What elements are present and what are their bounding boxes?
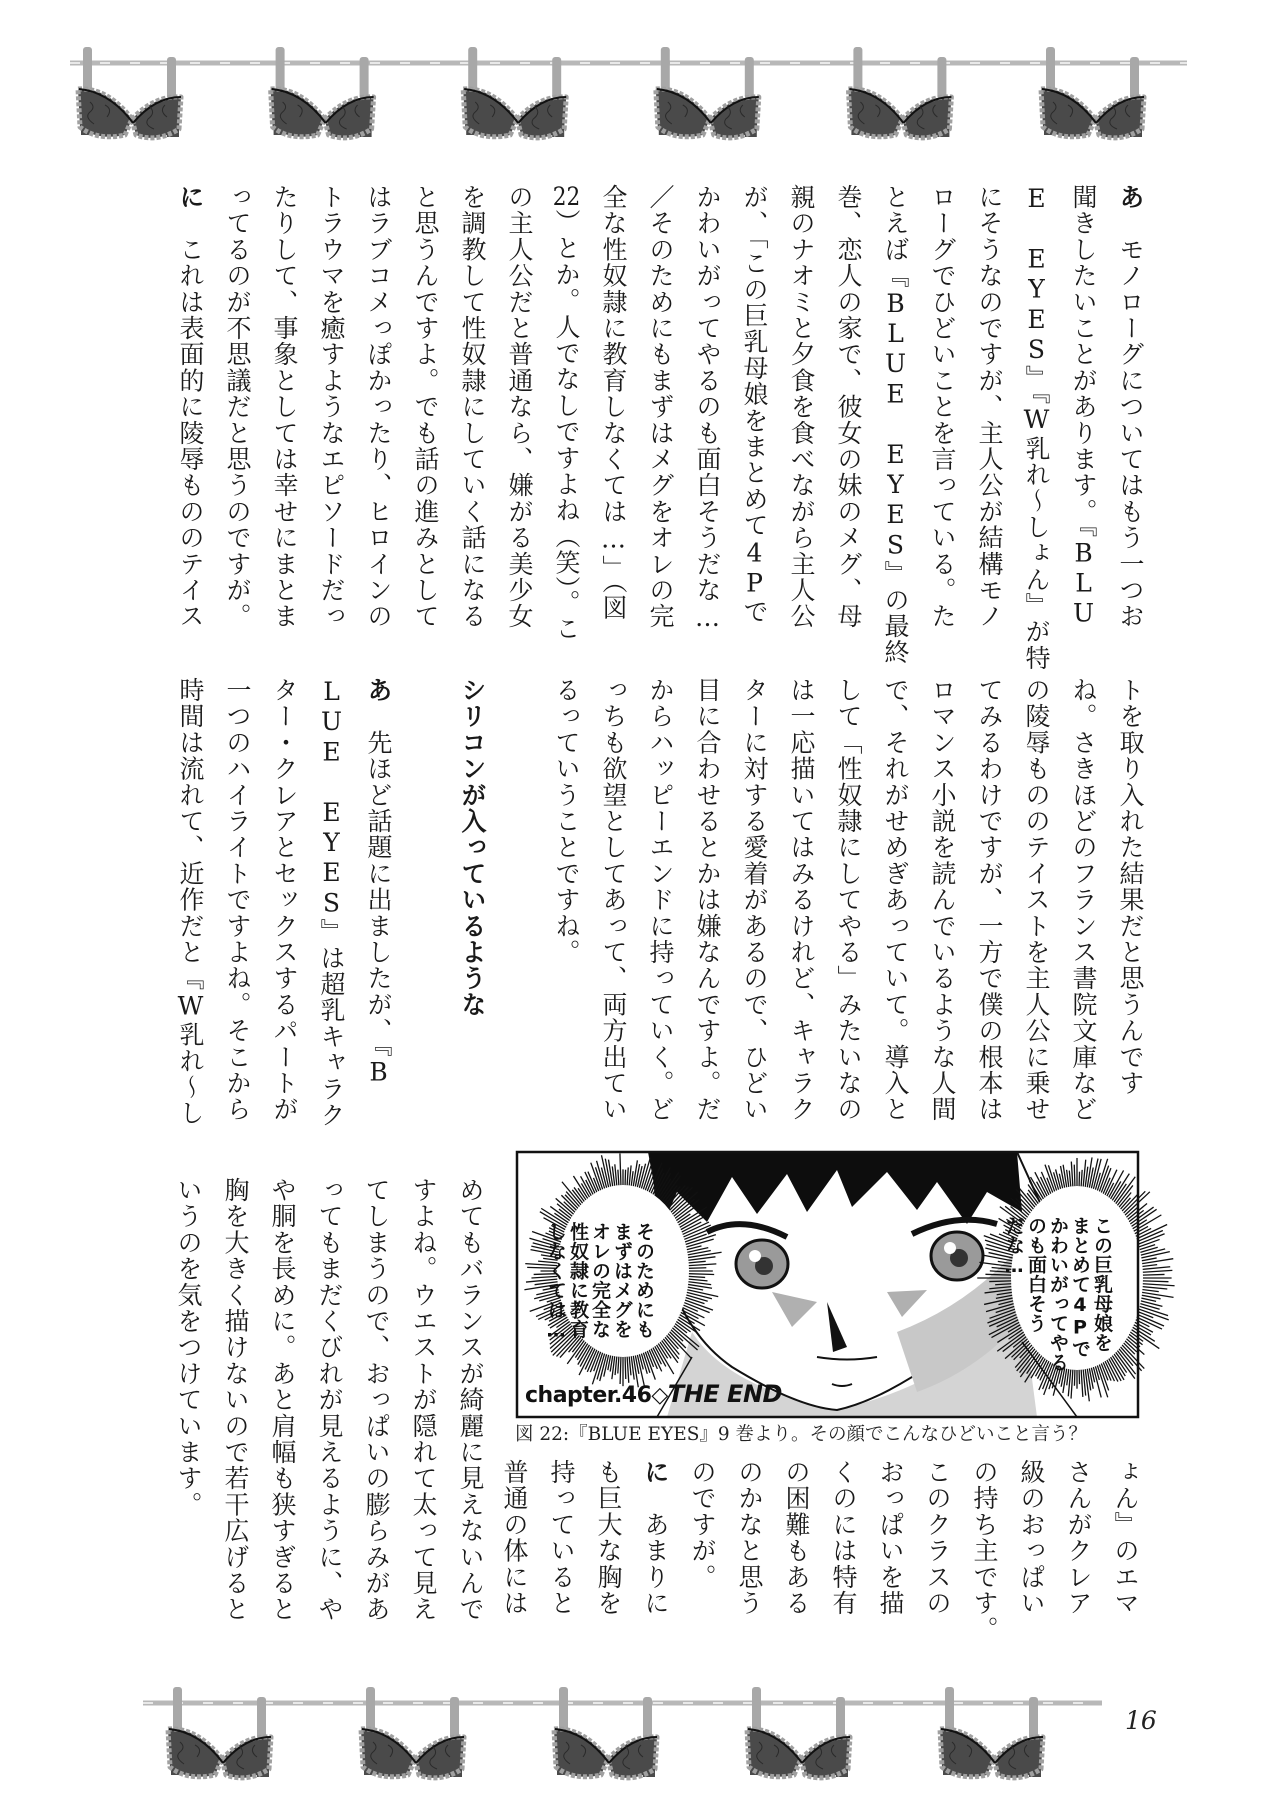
speaker-column <box>632 1459 679 1642</box>
speaker-text: モノローグについてはもう一つお <box>1116 236 1145 630</box>
text-column: ／そのためにもまずはメグをオレの完 <box>646 184 675 630</box>
text-column: っちも欲望としてあって、両方出てい <box>599 677 628 1123</box>
speaker-text: 先ほど話題に出ましたが、『B <box>364 729 393 1088</box>
article-column-block-4 <box>491 1459 1149 1642</box>
speaker-column <box>167 184 214 671</box>
section-heading: シリコンが入っているような <box>458 677 487 1018</box>
text-column: からハッピーエンドに持っていく。ど <box>646 677 675 1123</box>
text-column: 22）とか。人でなしですよね（笑）。こ <box>552 184 581 642</box>
text-column: と思うんですよ。でも話の進みとして <box>411 184 440 630</box>
text-column: さんがクレア <box>1064 1459 1093 1617</box>
text-column: にそうなのですが、主人公が結構モノ <box>975 184 1004 630</box>
bubble-line: まずはメグを <box>611 1222 633 1339</box>
speaker-text: これは表面的に陵辱もののテイス <box>176 236 205 630</box>
bubble-line: だな… <box>1003 1216 1025 1278</box>
text-column: おっぱいを描 <box>876 1459 905 1617</box>
text-column: 全な性奴隷に教育しなくては…」（図 <box>599 184 628 621</box>
text-column: 聞きしたいことがあります。『BLU <box>1069 184 1098 629</box>
text-column: ょん』のエマ <box>1111 1459 1140 1617</box>
text-column: 持っていると <box>547 1459 576 1617</box>
bubble-spike <box>1138 1259 1173 1265</box>
text-column: や胴を長めに。あと肩幅も狭すぎると <box>268 1177 297 1623</box>
text-column: 目に合わせるとかは嫌なんですよ。だ <box>693 677 722 1123</box>
diamond-icon: ◇ <box>651 1383 668 1408</box>
text-column: は一応描いてはみるけれど、キャラク <box>787 677 816 1123</box>
text-column: トを取り入れた結果だと思うんです <box>1116 677 1145 1097</box>
text-column: ってもまだくびれが見えるように、や <box>315 1177 344 1623</box>
text-column: ローグでひどいことを言っている。た <box>928 184 957 630</box>
speaker-marker: に <box>176 184 205 211</box>
text-column: して「性奴隷にしてやる」みたいなの <box>834 677 863 1123</box>
article-column-block-1 <box>167 184 1154 671</box>
bubble-spike <box>1139 1267 1170 1270</box>
text-column: ってるのが不思議だと思うのですが。 <box>223 184 252 630</box>
text-column: を調教して性奴隷にしていく話になる <box>458 184 487 630</box>
bubble-spike <box>685 1274 714 1275</box>
bubble-spike <box>1139 1270 1172 1272</box>
bubble-line: かわいがってやる <box>1047 1216 1069 1372</box>
bubble-line: まとめて4Pで <box>1069 1216 1091 1359</box>
speaker-marker: あ <box>364 677 393 704</box>
text-column: てしまうので、おっぱいの膨らみがあ <box>362 1177 391 1623</box>
bottom-clothesline-decoration <box>0 1640 1280 1780</box>
text-column: E EYES』『W乳れ～しょん』が特 <box>1022 184 1051 672</box>
text-column: このクラスの <box>923 1459 952 1617</box>
speech-bubble-right-text <box>1003 1216 1113 1372</box>
text-column: で、それがせめぎあっていて。導入と <box>881 677 910 1123</box>
text-column: すよね。ウエストが隠れて太って見え <box>409 1177 438 1623</box>
speaker-marker: あ <box>1116 184 1145 211</box>
chapter-number: chapter.46 <box>525 1383 652 1408</box>
bubble-line: オレの完全な <box>589 1222 611 1339</box>
bubble-line: この巨乳母娘を <box>1091 1216 1113 1353</box>
text-column: ね。さきほどのフランス書院文庫など <box>1069 677 1098 1123</box>
the-end-text: THE END <box>667 1380 782 1408</box>
text-column: いうのを気をつけています。 <box>174 1177 203 1518</box>
text-column: たりして、事象としては幸せにまとま <box>270 184 299 630</box>
text-column: めてもバランスが綺麗に見えないんで <box>456 1177 485 1623</box>
text-column: るっていうことですね。 <box>552 677 581 966</box>
bubble-spike <box>1139 1281 1169 1282</box>
article-column-block-3 <box>165 1177 494 1622</box>
text-column: ターに対する愛着があるので、ひどい <box>740 677 769 1123</box>
chapter-end-label <box>525 1380 782 1408</box>
bubble-line: のも面白そう <box>1025 1216 1047 1333</box>
article-column-block-2 <box>167 677 1154 1128</box>
text-column: ロマンス小説を読んでいるような人間 <box>928 677 957 1123</box>
text-column: てみるわけですが、一方で僕の根本は <box>975 677 1004 1123</box>
text-column: の陵辱もののテイストを主人公に乗せ <box>1022 677 1051 1123</box>
text-column: の持ち主です。 <box>970 1459 999 1643</box>
text-column: くのには特有 <box>829 1459 858 1617</box>
text-column: 普通の体には <box>500 1459 529 1617</box>
text-column: はラブコメっぽかったり、ヒロインの <box>364 184 393 630</box>
text-column: 一つのハイライトですよね。そこから <box>223 677 252 1123</box>
bubble-line: しなくては… <box>545 1222 567 1342</box>
text-column: LUE EYES』は超乳キャラク <box>317 677 346 1129</box>
top-clothesline-decoration <box>0 0 1280 160</box>
bubble-line: そのためにも <box>633 1222 655 1339</box>
text-column: かわいがってやるのも面白そうだな… <box>693 184 722 634</box>
text-column: とえば『BLUE EYES』の最終 <box>881 184 910 666</box>
text-column: の主人公だと普通なら、嫌がる美少女 <box>505 184 534 630</box>
text-column: 胸を大きく描けないので若干広げると <box>221 1177 250 1623</box>
blank-column <box>402 677 449 1128</box>
speaker-marker: に <box>641 1459 670 1486</box>
text-column: 親のナオミと夕食を食べながら主人公 <box>787 184 816 630</box>
text-column: の困難もある <box>782 1459 811 1617</box>
speaker-text: あまりに <box>641 1511 670 1617</box>
text-column: トラウマを癒すようなエピソードだっ <box>317 184 346 630</box>
text-column: 時間は流れて、近作だと『W乳れ～し <box>176 677 205 1127</box>
text-column: 巻、恋人の家で、彼女の妹のメグ、母 <box>834 184 863 630</box>
bubble-spike <box>1138 1292 1173 1298</box>
speech-bubble-left-text <box>545 1222 655 1342</box>
text-column: のかなと思う <box>735 1459 764 1617</box>
speaker-column <box>355 677 402 1128</box>
bubble-line: 性奴隷に教育 <box>567 1222 589 1339</box>
text-column: ター・クレアとセックスするパートが <box>270 677 299 1123</box>
text-column: 級のおっぱい <box>1017 1459 1046 1617</box>
text-column: も巨大な胸を <box>594 1459 623 1617</box>
speaker-column <box>1107 184 1154 671</box>
bubble-spike <box>1139 1284 1175 1286</box>
text-column: のですが。 <box>688 1459 717 1590</box>
text-column: が、「この巨乳母娘をまとめて4Pで <box>740 184 769 625</box>
blank-column <box>496 677 543 1128</box>
bubble-spike <box>1139 1286 1168 1289</box>
page-number: 16 <box>1125 1706 1157 1735</box>
figure-caption: 図 22:『BLUE EYES』9 巻より。その顔でこんなひどいこと言う？ <box>515 1424 1088 1445</box>
